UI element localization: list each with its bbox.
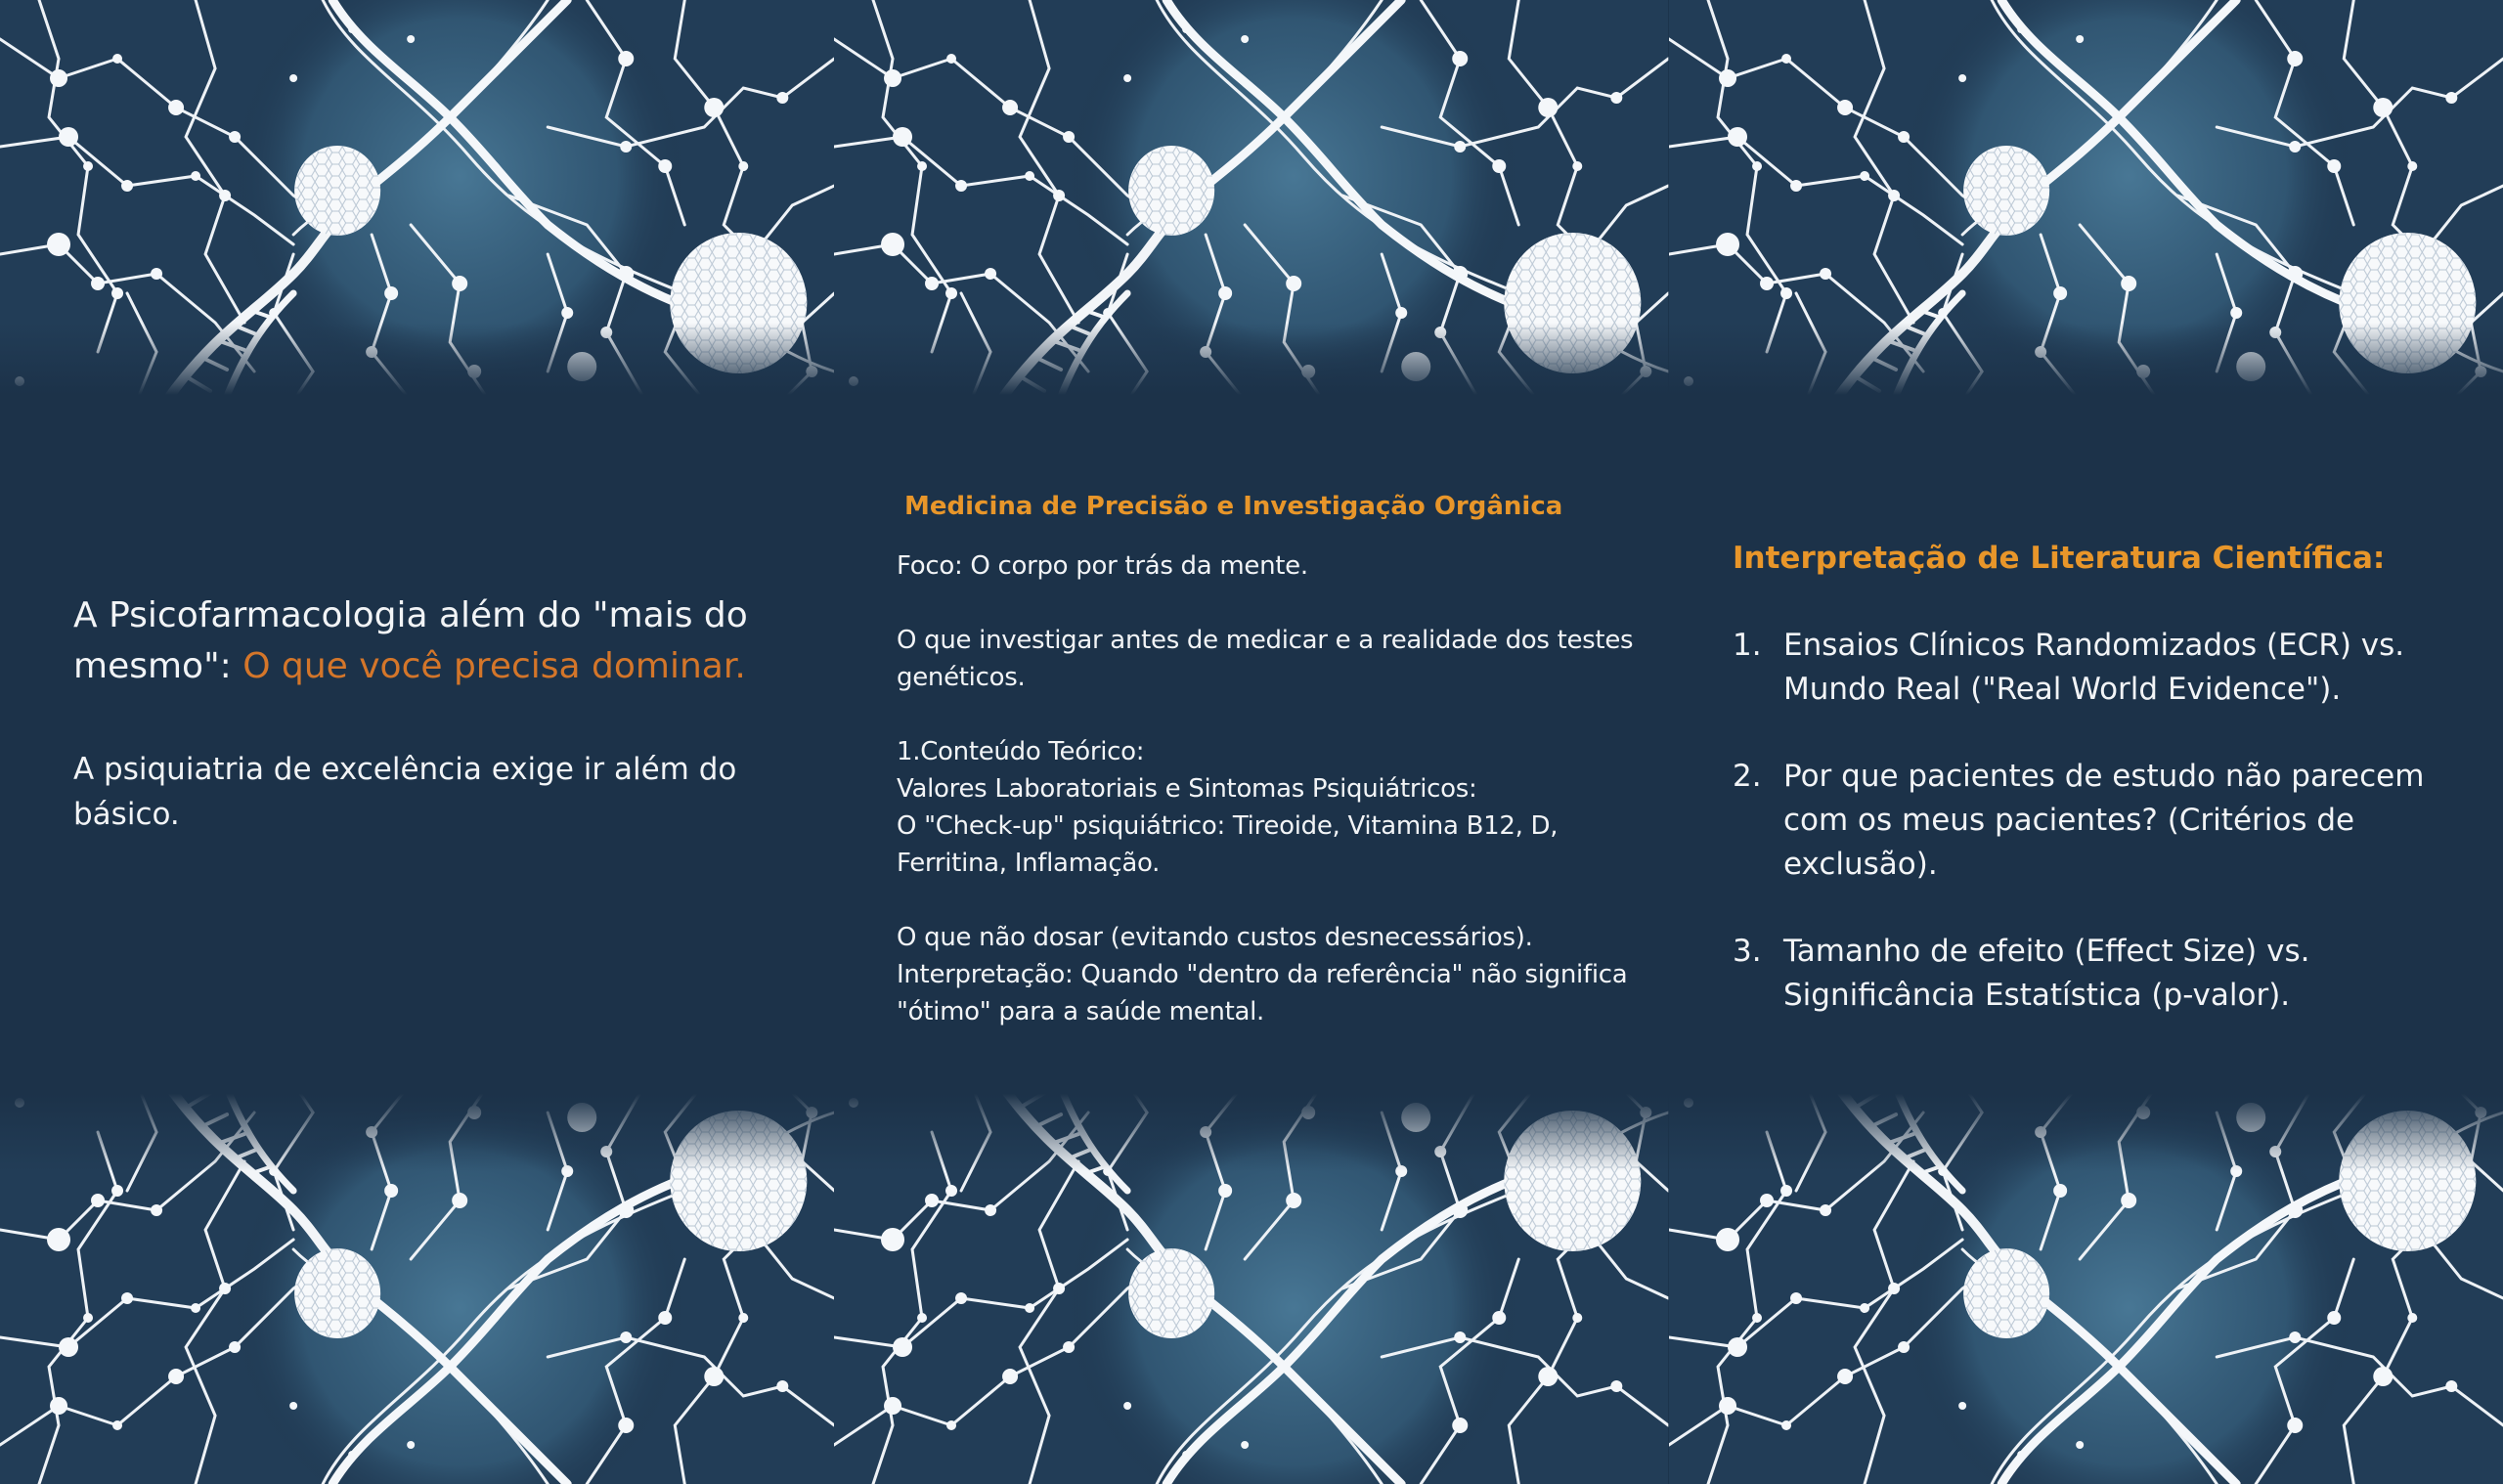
left-headline [73,590,777,692]
list-item [1733,624,2456,712]
bottom-artwork-band [0,1087,2503,1484]
section-subtitle: Valores Laboratoriais e Sintomas Psiquiátricos: [897,774,1477,804]
headline-accent: O que você precisa dominar. [242,646,746,686]
right-heading: Interpretação de Literatura Científica: [1733,541,2386,576]
headline-text: A Psicofarmacologia além do "mais do mesmo": [73,595,748,686]
right-panel [1733,536,2456,1061]
list-text: Por que pacientes de estudo não parecem com os meus pacientes? (Critérios de exclusão). [1783,759,2425,882]
neuron-illustration-tile-2 [834,0,1668,401]
left-subtitle: A psiquiatria de excelência exige ir além do básico. [73,752,737,832]
focus-text: Foco: O corpo por trás da mente. [897,551,1308,581]
middle-title: Medicina de Precisão e Investigação Orgânica [904,492,1563,521]
neuron-illustration-tile-5 [834,1087,1668,1484]
neuron-illustration-tile-3 [1669,0,2503,401]
not-dose-text: O que não dosar (evitando custos desnecessários). [897,923,1533,952]
topic-list [1733,624,2456,1018]
checkup-text: O "Check-up" psiquiátrico: Tireoide, Vitamina B12, D, Ferritina, Inflamação. [897,811,1559,878]
neuron-illustration-tile-1 [0,0,834,401]
list-item [1733,755,2456,887]
neuron-illustration-tile-6 [1669,1087,2503,1484]
list-text: Ensaios Clínicos Randomizados (ECR) vs. Mundo Real ("Real World Evidence"). [1783,628,2405,707]
section-label: 1.Conteúdo Teórico: [897,737,1145,766]
middle-panel [897,487,1659,1030]
intro-text: O que investigar antes de medicar e a realidade dos testes genéticos. [897,626,1634,692]
list-number: 1. [1733,628,1762,663]
list-number: 2. [1733,759,1762,794]
top-artwork-band [0,0,2503,401]
interpretation-text: Interpretação: Quando "dentro da referência" não significa "ótimo" para a saúde mental. [897,960,1628,1026]
list-item [1733,930,2456,1018]
list-number: 3. [1733,934,1762,969]
left-panel [73,590,777,837]
list-text: Tamanho de efeito (Effect Size) vs. Significância Estatística (p-valor). [1783,934,2310,1013]
neuron-illustration-tile-4 [0,1087,834,1484]
